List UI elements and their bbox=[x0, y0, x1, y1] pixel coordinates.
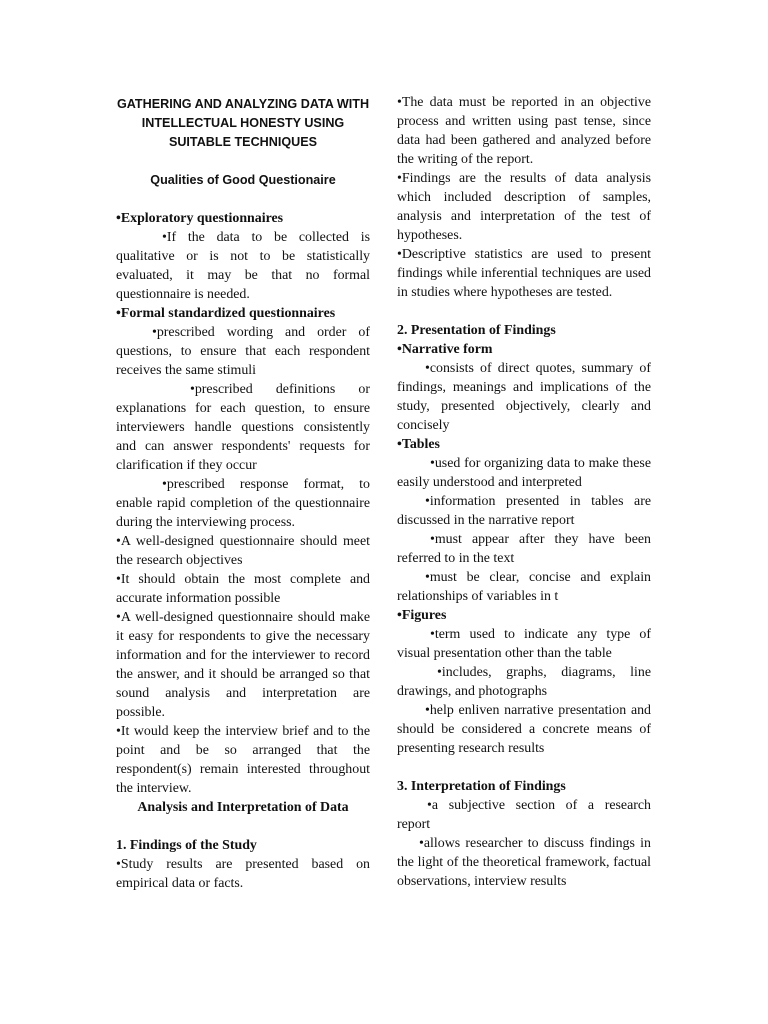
analysis-heading: Analysis and Interpretation of Data bbox=[137, 800, 349, 815]
formal-paragraph-1: •prescribed wording and order of questions, to ensure that each respondent receives the same stimuli bbox=[116, 325, 370, 378]
presentation-heading: 2. Presentation of Findings bbox=[397, 323, 556, 338]
right-paragraph-2: •Findings are the results of data analysis which included description of samples, analysis and interpretation of the test of hypotheses. bbox=[397, 171, 651, 243]
bullet-paragraph-1: •A well-designed questionnaire should meet the research objectives bbox=[116, 534, 370, 568]
document-title: GATHERING AND ANALYZING DATA WITH INTELLECTUAL HONESTY USING SUITABLE TECHNIQUES bbox=[116, 97, 370, 149]
interpretation-heading: 3. Interpretation of Findings bbox=[397, 779, 566, 794]
left-column bbox=[116, 93, 370, 893]
figures-paragraph-2: •includes, graphs, diagrams, line drawings, and photographs bbox=[397, 665, 651, 699]
formal-heading: •Formal standardized questionnaires bbox=[116, 306, 336, 321]
interpretation-paragraph-2: •allows researcher to discuss findings in the light of the theoretical framework, factual observations, interview results bbox=[397, 836, 651, 889]
exploratory-paragraph: •If the data to be collected is qualitative or is not to be statistically evaluated, it may be that no formal questionnaire is needed. bbox=[116, 230, 370, 302]
figures-heading: •Figures bbox=[397, 608, 447, 623]
tables-paragraph-4: •must be clear, concise and explain relationships of variables in t bbox=[397, 570, 651, 604]
bullet-paragraph-2: •It should obtain the most complete and accurate information possible bbox=[116, 572, 370, 606]
exploratory-heading: •Exploratory questionnaires bbox=[116, 211, 284, 226]
section-subtitle: Qualities of Good Questionaire bbox=[150, 173, 336, 187]
bullet-paragraph-4: •It would keep the interview brief and to the point and be so arranged that the respondent(s) remain interested throughout the interview. bbox=[116, 724, 370, 796]
tables-heading: •Tables bbox=[397, 437, 440, 452]
bullet-paragraph-3: •A well-designed questionnaire should make it easy for respondents to give the necessary information and for the interviewer to record the answer, and it should be arranged so that sound analysis and interpretation are possible. bbox=[116, 610, 370, 720]
figures-paragraph-3: •help enliven narrative presentation and should be considered a concrete means of presenting research results bbox=[397, 703, 651, 756]
figures-paragraph-1: •term used to indicate any type of visual presentation other than the table bbox=[397, 627, 651, 661]
findings-paragraph: •Study results are presented based on empirical data or facts. bbox=[116, 857, 370, 891]
interpretation-paragraph-1: •a subjective section of a research report bbox=[397, 798, 651, 832]
tables-paragraph-3: •must appear after they have been referred to in the text bbox=[397, 532, 651, 566]
right-paragraph-3: •Descriptive statistics are used to present findings while inferential techniques are used in studies where hypotheses are tested. bbox=[397, 247, 651, 300]
right-column bbox=[397, 93, 651, 891]
formal-paragraph-3: •prescribed response format, to enable rapid completion of the questionnaire during the interviewing process. bbox=[116, 477, 370, 530]
tables-paragraph-2: •information presented in tables are discussed in the narrative report bbox=[397, 494, 651, 528]
tables-paragraph-1: •used for organizing data to make these easily understood and interpreted bbox=[397, 456, 651, 490]
narrative-heading: •Narrative form bbox=[397, 342, 493, 357]
formal-paragraph-2: •prescribed definitions or explanations for each question, to ensure interviewers handle questions consistently and can answer respondents' requests for clarification if they occur bbox=[116, 382, 370, 473]
findings-heading: 1. Findings of the Study bbox=[116, 838, 257, 853]
narrative-paragraph: •consists of direct quotes, summary of findings, meanings and implications of the study, presented objectively, clearly and concisely bbox=[397, 361, 651, 433]
right-paragraph-1: •The data must be reported in an objective process and written using past tense, since data had been gathered and analyzed before the writing of the report. bbox=[397, 95, 651, 167]
